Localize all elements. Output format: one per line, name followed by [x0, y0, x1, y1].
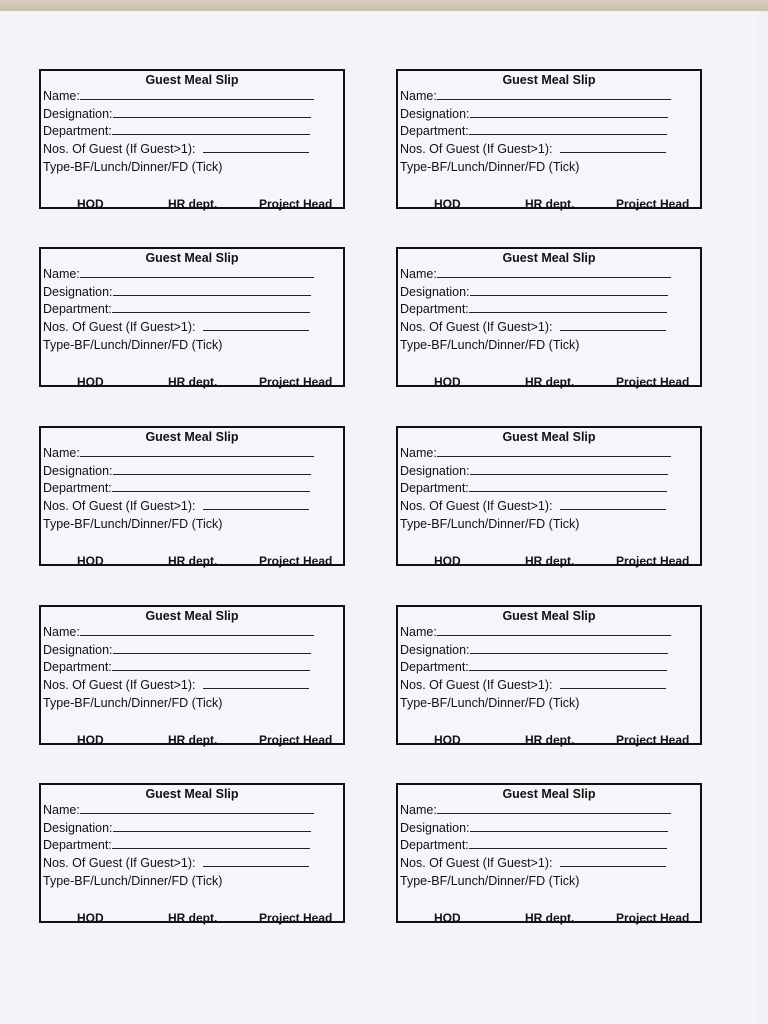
- signature-hod: HOD: [434, 197, 461, 211]
- signature-hr-dept: HR dept.: [168, 197, 218, 211]
- name-field: [400, 89, 671, 103]
- signature-hod: HOD: [77, 733, 104, 747]
- signature-hod: HOD: [77, 197, 104, 211]
- name-field: [43, 625, 314, 639]
- slip-title: Guest Meal Slip: [145, 430, 239, 444]
- guests-label: Nos. Of Guest (If Guest>1):: [43, 678, 196, 692]
- department-field: [43, 302, 310, 316]
- signature-hod: HOD: [434, 554, 461, 568]
- signature-project-head: Project Head: [259, 375, 333, 389]
- guests-label: Nos. Of Guest (If Guest>1):: [43, 856, 196, 870]
- name-field: [400, 803, 671, 817]
- guests-label: Nos. Of Guest (If Guest>1):: [43, 499, 196, 513]
- designation-label: Designation:: [400, 464, 470, 478]
- meal-type-label: Type-BF/Lunch/Dinner/FD (Tick): [43, 517, 223, 531]
- meal-type-label: Type-BF/Lunch/Dinner/FD (Tick): [400, 696, 580, 710]
- designation-field: [43, 464, 311, 478]
- guest-meal-slip: [39, 69, 345, 209]
- guests-field: [43, 678, 309, 692]
- department-line: [469, 134, 667, 135]
- department-label: Department:: [43, 481, 112, 495]
- designation-line: [113, 653, 311, 654]
- department-label: Department:: [43, 838, 112, 852]
- designation-line: [470, 653, 668, 654]
- signature-project-head: Project Head: [259, 733, 333, 747]
- guests-line: [203, 509, 309, 510]
- guests-field: [43, 499, 309, 513]
- meal-type-field: [400, 696, 579, 710]
- signature-project-head: Project Head: [259, 197, 333, 211]
- department-label: Department:: [400, 481, 469, 495]
- signature-project-head: Project Head: [259, 911, 333, 925]
- signature-hr-dept: HR dept.: [168, 375, 218, 389]
- designation-label: Designation:: [43, 285, 113, 299]
- signature-project-head: Project Head: [616, 733, 690, 747]
- department-line: [469, 670, 667, 671]
- signature-hr-dept: HR dept.: [525, 733, 575, 747]
- department-line: [112, 491, 310, 492]
- department-field: [43, 124, 310, 138]
- meal-type-field: [400, 517, 579, 531]
- name-line: [437, 635, 671, 636]
- department-line: [112, 134, 310, 135]
- meal-type-field: [400, 338, 579, 352]
- department-field: [400, 124, 667, 138]
- designation-label: Designation:: [43, 643, 113, 657]
- name-line: [437, 277, 671, 278]
- guests-label: Nos. Of Guest (If Guest>1):: [43, 320, 196, 334]
- meal-type-label: Type-BF/Lunch/Dinner/FD (Tick): [400, 874, 580, 888]
- signature-hr-dept: HR dept.: [168, 911, 218, 925]
- guests-line: [560, 688, 666, 689]
- name-label: Name:: [43, 446, 80, 460]
- guest-meal-slip: [396, 69, 702, 209]
- name-line: [80, 277, 314, 278]
- slip-title: Guest Meal Slip: [145, 251, 239, 265]
- department-field: [43, 660, 310, 674]
- department-label: Department:: [400, 660, 469, 674]
- guests-field: [400, 856, 666, 870]
- designation-line: [470, 831, 668, 832]
- meal-type-field: [400, 160, 579, 174]
- name-label: Name:: [43, 267, 80, 281]
- name-label: Name:: [400, 803, 437, 817]
- department-label: Department:: [43, 660, 112, 674]
- department-field: [43, 481, 310, 495]
- slip-title: Guest Meal Slip: [502, 430, 596, 444]
- guest-meal-slip: [396, 247, 702, 387]
- guest-meal-slip: [39, 247, 345, 387]
- name-label: Name:: [400, 267, 437, 281]
- department-line: [112, 312, 310, 313]
- name-field: [43, 446, 314, 460]
- designation-line: [470, 474, 668, 475]
- meal-type-field: [43, 517, 222, 531]
- department-line: [469, 491, 667, 492]
- meal-type-label: Type-BF/Lunch/Dinner/FD (Tick): [400, 160, 580, 174]
- name-line: [437, 99, 671, 100]
- designation-field: [43, 107, 311, 121]
- meal-type-label: Type-BF/Lunch/Dinner/FD (Tick): [400, 338, 580, 352]
- meal-type-label: Type-BF/Lunch/Dinner/FD (Tick): [43, 338, 223, 352]
- name-field: [43, 89, 314, 103]
- signature-project-head: Project Head: [616, 375, 690, 389]
- meal-type-field: [43, 338, 222, 352]
- meal-type-field: [400, 874, 579, 888]
- name-label: Name:: [400, 446, 437, 460]
- department-label: Department:: [400, 124, 469, 138]
- signature-hr-dept: HR dept.: [168, 554, 218, 568]
- signature-hod: HOD: [77, 911, 104, 925]
- name-field: [400, 267, 671, 281]
- designation-field: [400, 464, 668, 478]
- guests-line: [203, 152, 309, 153]
- guests-field: [43, 856, 309, 870]
- signature-hr-dept: HR dept.: [525, 554, 575, 568]
- name-label: Name:: [400, 625, 437, 639]
- meal-type-label: Type-BF/Lunch/Dinner/FD (Tick): [43, 696, 223, 710]
- designation-line: [470, 117, 668, 118]
- guests-label: Nos. Of Guest (If Guest>1):: [400, 320, 553, 334]
- department-line: [469, 312, 667, 313]
- designation-line: [113, 117, 311, 118]
- department-label: Department:: [400, 302, 469, 316]
- guests-line: [560, 866, 666, 867]
- guests-field: [400, 678, 666, 692]
- designation-line: [470, 295, 668, 296]
- designation-label: Designation:: [43, 821, 113, 835]
- signature-hod: HOD: [77, 554, 104, 568]
- department-line: [469, 848, 667, 849]
- designation-line: [113, 831, 311, 832]
- guests-field: [43, 320, 309, 334]
- signature-hr-dept: HR dept.: [525, 197, 575, 211]
- name-line: [80, 456, 314, 457]
- guests-line: [203, 866, 309, 867]
- department-field: [400, 838, 667, 852]
- name-field: [43, 267, 314, 281]
- designation-field: [400, 821, 668, 835]
- guests-line: [203, 330, 309, 331]
- department-line: [112, 670, 310, 671]
- guests-label: Nos. Of Guest (If Guest>1):: [400, 142, 553, 156]
- guest-meal-slip: [396, 426, 702, 566]
- department-field: [400, 660, 667, 674]
- guest-meal-slip: [396, 605, 702, 745]
- meal-type-field: [43, 696, 222, 710]
- designation-line: [113, 295, 311, 296]
- name-field: [400, 625, 671, 639]
- department-line: [112, 848, 310, 849]
- meal-type-field: [43, 874, 222, 888]
- signature-hod: HOD: [434, 375, 461, 389]
- designation-line: [113, 474, 311, 475]
- signature-hr-dept: HR dept.: [525, 375, 575, 389]
- slip-title: Guest Meal Slip: [145, 73, 239, 87]
- guests-label: Nos. Of Guest (If Guest>1):: [43, 142, 196, 156]
- designation-field: [400, 643, 668, 657]
- signature-project-head: Project Head: [616, 554, 690, 568]
- signature-project-head: Project Head: [616, 911, 690, 925]
- signature-project-head: Project Head: [259, 554, 333, 568]
- name-label: Name:: [43, 89, 80, 103]
- slip-title: Guest Meal Slip: [502, 787, 596, 801]
- designation-field: [400, 285, 668, 299]
- designation-label: Designation:: [43, 107, 113, 121]
- signature-hod: HOD: [77, 375, 104, 389]
- guests-label: Nos. Of Guest (If Guest>1):: [400, 678, 553, 692]
- slip-title: Guest Meal Slip: [502, 609, 596, 623]
- name-field: [43, 803, 314, 817]
- department-field: [43, 838, 310, 852]
- name-line: [437, 813, 671, 814]
- designation-field: [43, 285, 311, 299]
- meal-type-label: Type-BF/Lunch/Dinner/FD (Tick): [43, 160, 223, 174]
- signature-hod: HOD: [434, 733, 461, 747]
- guests-line: [560, 152, 666, 153]
- guests-field: [400, 320, 666, 334]
- guests-field: [400, 499, 666, 513]
- department-label: Department:: [43, 124, 112, 138]
- department-field: [400, 302, 667, 316]
- designation-label: Designation:: [400, 285, 470, 299]
- slip-title: Guest Meal Slip: [502, 251, 596, 265]
- guests-field: [43, 142, 309, 156]
- designation-field: [400, 107, 668, 121]
- guests-line: [203, 688, 309, 689]
- signature-project-head: Project Head: [616, 197, 690, 211]
- guest-meal-slip: [39, 426, 345, 566]
- guests-label: Nos. Of Guest (If Guest>1):: [400, 499, 553, 513]
- department-field: [400, 481, 667, 495]
- name-label: Name:: [43, 625, 80, 639]
- name-label: Name:: [400, 89, 437, 103]
- guests-line: [560, 509, 666, 510]
- guests-label: Nos. Of Guest (If Guest>1):: [400, 856, 553, 870]
- designation-field: [43, 821, 311, 835]
- name-label: Name:: [43, 803, 80, 817]
- meal-type-label: Type-BF/Lunch/Dinner/FD (Tick): [43, 874, 223, 888]
- name-line: [437, 456, 671, 457]
- page-top-edge: [0, 0, 768, 11]
- designation-label: Designation:: [400, 821, 470, 835]
- slip-title: Guest Meal Slip: [145, 609, 239, 623]
- guests-field: [400, 142, 666, 156]
- department-label: Department:: [400, 838, 469, 852]
- guest-meal-slip: [39, 783, 345, 923]
- designation-field: [43, 643, 311, 657]
- guests-line: [560, 330, 666, 331]
- designation-label: Designation:: [400, 107, 470, 121]
- meal-type-field: [43, 160, 222, 174]
- name-line: [80, 99, 314, 100]
- signature-hr-dept: HR dept.: [168, 733, 218, 747]
- department-label: Department:: [43, 302, 112, 316]
- designation-label: Designation:: [400, 643, 470, 657]
- designation-label: Designation:: [43, 464, 113, 478]
- guest-meal-slip: [39, 605, 345, 745]
- meal-type-label: Type-BF/Lunch/Dinner/FD (Tick): [400, 517, 580, 531]
- signature-hr-dept: HR dept.: [525, 911, 575, 925]
- slip-title: Guest Meal Slip: [502, 73, 596, 87]
- slip-title: Guest Meal Slip: [145, 787, 239, 801]
- name-line: [80, 635, 314, 636]
- name-line: [80, 813, 314, 814]
- name-field: [400, 446, 671, 460]
- signature-hod: HOD: [434, 911, 461, 925]
- guest-meal-slip: [396, 783, 702, 923]
